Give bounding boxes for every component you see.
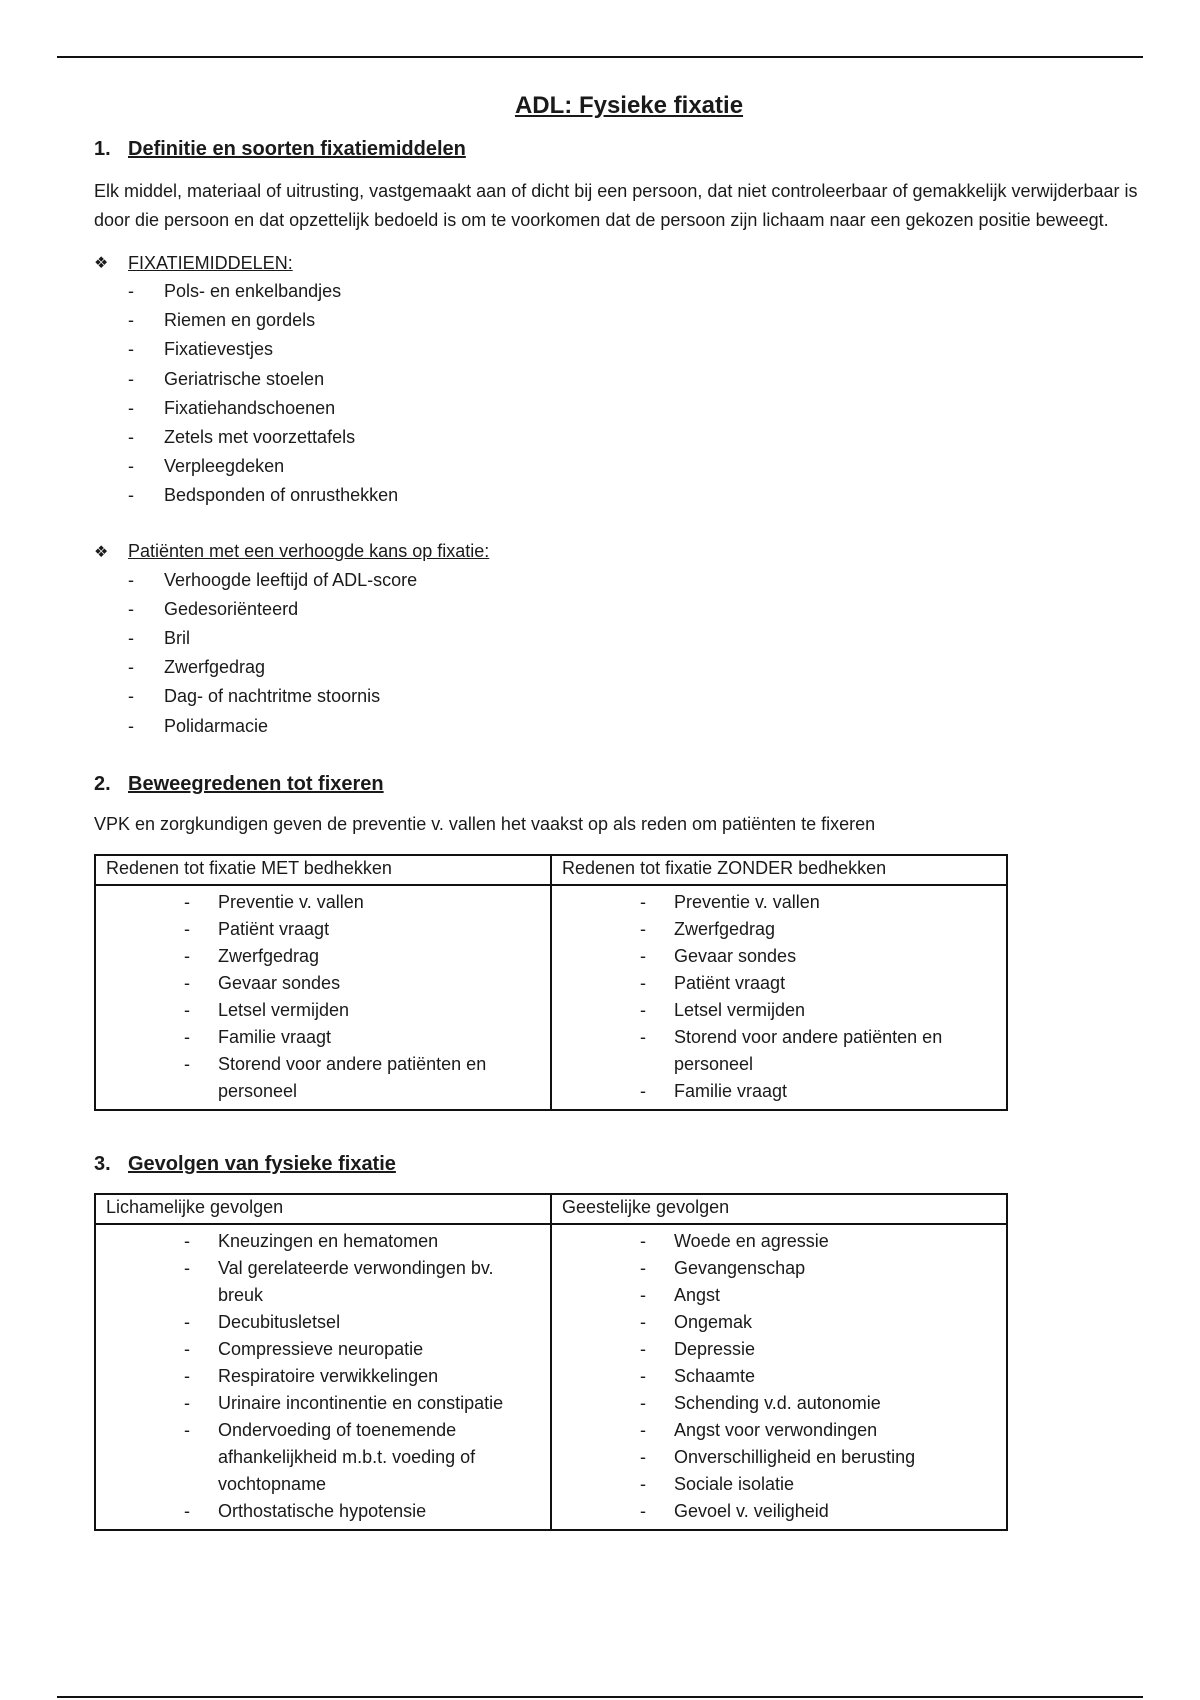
dash-bullet-icon: - [184, 1230, 190, 1251]
dash-bullet-icon: - [184, 1311, 190, 1332]
dash-bullet-icon: - [640, 972, 646, 993]
table-header-row [95, 1194, 1007, 1224]
table-cell [551, 1224, 1007, 1530]
list-item: - Letsel vermijden [96, 997, 550, 1024]
list-item: - Gevangenschap [552, 1255, 1006, 1282]
list-item: - Familie vraagt [96, 1024, 550, 1051]
dash-bullet-icon: - [128, 569, 134, 590]
section-title: Definitie en soorten fixatiemiddelen [128, 138, 466, 160]
section-2-heading [94, 773, 1144, 796]
list-item: - Preventie v. vallen [552, 889, 1006, 916]
section-number: 3. [94, 1152, 111, 1175]
list-item: - Angst [552, 1282, 1006, 1309]
dash-bullet-icon: - [184, 1419, 190, 1440]
diamond-bullet-icon: ❖ [94, 255, 109, 272]
fixation-means-list [94, 277, 1144, 511]
dash-bullet-icon: - [184, 891, 190, 912]
list-item: - Fixatiehandschoenen [128, 394, 1144, 423]
dash-bullet-icon: - [640, 1338, 646, 1359]
list-item: - Zwerfgedrag [128, 653, 1144, 682]
dash-bullet-icon: - [640, 1365, 646, 1386]
dash-bullet-icon: - [640, 1419, 646, 1440]
list-item: - Storend voor andere patiënten en personeel [96, 1051, 550, 1105]
list-item: - Geriatrische stoelen [128, 365, 1144, 394]
dash-bullet-icon: - [128, 598, 134, 619]
section-title: Beweegredenen tot fixeren [128, 772, 384, 795]
dash-bullet-icon: - [640, 1284, 646, 1305]
section-number: 2. [94, 772, 111, 795]
risk-patients-list [94, 566, 1144, 741]
section-1-heading [94, 138, 1144, 161]
dash-bullet-icon: - [640, 1257, 646, 1278]
list-item: - Val gerelateerde verwondingen bv. breuk [96, 1255, 550, 1309]
risk-patients-heading [94, 538, 1144, 566]
dash-bullet-icon: - [184, 1026, 190, 1047]
list-item: - Depressie [552, 1336, 1006, 1363]
dash-bullet-icon: - [184, 972, 190, 993]
list-item: - Gevaar sondes [552, 943, 1006, 970]
dash-bullet-icon: - [640, 1446, 646, 1467]
list-item: - Pols- en enkelbandjes [128, 277, 1144, 306]
reasons-table [94, 854, 1008, 1111]
diamond-bullet-icon: ❖ [94, 543, 109, 561]
fixation-means-heading [94, 249, 1144, 277]
dash-bullet-icon: - [640, 1500, 646, 1521]
table-header-cell: Geestelijke gevolgen [551, 1194, 1007, 1224]
list-item: - Letsel vermijden [552, 997, 1006, 1024]
dash-bullet-icon: - [128, 456, 134, 477]
list-item: - Patiënt vraagt [552, 970, 1006, 997]
list-item: - Onverschilligheid en berusting [552, 1444, 1006, 1471]
table-cell [95, 885, 551, 1110]
table-header-row [95, 855, 1007, 885]
list-item: - Ongemak [552, 1309, 1006, 1336]
definition-paragraph: Elk middel, materiaal of uitrusting, vastgemaakt aan of dicht bij een persoon, dat niet controleerbaar of gemakkelijk verwijderbaar is door die persoon en dat opzettelijk bedoeld is om te voorkomen dat de persoon zijn lichaam naar een gekozen positie beweegt. [94, 181, 1138, 230]
dash-bullet-icon: - [128, 397, 134, 418]
dash-bullet-icon: - [128, 628, 134, 649]
list-item: - Patiënt vraagt [96, 916, 550, 943]
dash-bullet-icon: - [128, 686, 134, 707]
list-item: - Orthostatische hypotensie [96, 1498, 550, 1525]
list-item: - Preventie v. vallen [96, 889, 550, 916]
document-page [94, 84, 1144, 1531]
list-item: - Storend voor andere patiënten en personeel [552, 1024, 1006, 1078]
list-item: - Zwerfgedrag [552, 916, 1006, 943]
table-header-cell: Redenen tot fixatie MET bedhekken [95, 855, 551, 885]
list-item: - Kneuzingen en hematomen [96, 1228, 550, 1255]
dash-bullet-icon: - [128, 368, 134, 389]
dash-bullet-icon: - [128, 657, 134, 678]
dash-bullet-icon: - [640, 945, 646, 966]
dash-bullet-icon: - [128, 427, 134, 448]
dash-bullet-icon: - [184, 1257, 190, 1278]
list-item: - Bedsponden of onrusthekken [128, 481, 1144, 510]
table-header-cell: Redenen tot fixatie ZONDER bedhekken [551, 855, 1007, 885]
list-item: - Verhoogde leeftijd of ADL-score [128, 566, 1144, 595]
list-item: - Urinaire incontinentie en constipatie [96, 1390, 550, 1417]
consequences-table [94, 1193, 1008, 1531]
list-item: - Angst voor verwondingen [552, 1417, 1006, 1444]
dash-bullet-icon: - [184, 1338, 190, 1359]
list-item: - Dag- of nachtritme stoornis [128, 682, 1144, 711]
header-rule [57, 56, 1143, 58]
table-row [95, 885, 1007, 1110]
dash-bullet-icon: - [640, 1026, 646, 1047]
dash-bullet-icon: - [640, 1230, 646, 1251]
list-item: - Schending v.d. autonomie [552, 1390, 1006, 1417]
dash-bullet-icon: - [640, 999, 646, 1020]
list-item: - Decubitusletsel [96, 1309, 550, 1336]
list-item: - Gevoel v. veiligheid [552, 1498, 1006, 1525]
dash-bullet-icon: - [184, 918, 190, 939]
list-item: - Compressieve neuropatie [96, 1336, 550, 1363]
dash-bullet-icon: - [640, 918, 646, 939]
dash-bullet-icon: - [184, 1392, 190, 1413]
dash-bullet-icon: - [128, 281, 134, 301]
document-title: ADL: Fysieke fixatie [514, 92, 744, 119]
dash-bullet-icon: - [184, 1053, 190, 1074]
list-item: - Zetels met voorzettafels [128, 423, 1144, 452]
dash-bullet-icon: - [128, 485, 134, 506]
dash-bullet-icon: - [184, 1500, 190, 1521]
list-item: - Respiratoire verwikkelingen [96, 1363, 550, 1390]
section-3-heading [94, 1153, 1144, 1176]
list-item: - Familie vraagt [552, 1078, 1006, 1105]
dash-bullet-icon: - [640, 1311, 646, 1332]
dash-bullet-icon: - [184, 999, 190, 1020]
list-item: - Verpleegdeken [128, 452, 1144, 481]
list-item: - Woede en agressie [552, 1228, 1006, 1255]
list-item: - Zwerfgedrag [96, 943, 550, 970]
section-number: 1. [94, 138, 111, 160]
dash-bullet-icon: - [128, 339, 134, 360]
list-item: - Ondervoeding of toenemende afhankelijkheid m.b.t. voeding of vochtopname [96, 1417, 550, 1498]
list-item: - Polidarmacie [128, 712, 1144, 741]
list-item: - Schaamte [552, 1363, 1006, 1390]
table-row [95, 1224, 1007, 1530]
list-label: FIXATIEMIDDELEN: [128, 252, 293, 273]
list-item: - Gevaar sondes [96, 970, 550, 997]
dash-bullet-icon: - [640, 1473, 646, 1494]
list-item: - Fixatievestjes [128, 335, 1144, 364]
list-item: - Sociale isolatie [552, 1471, 1006, 1498]
table-header-cell: Lichamelijke gevolgen [95, 1194, 551, 1224]
dash-bullet-icon: - [128, 715, 134, 736]
list-item: - Gedesoriënteerd [128, 595, 1144, 624]
list-label: Patiënten met een verhoogde kans op fixatie: [128, 541, 490, 562]
dash-bullet-icon: - [128, 310, 134, 331]
dash-bullet-icon: - [640, 891, 646, 912]
dash-bullet-icon: - [640, 1080, 646, 1101]
dash-bullet-icon: - [640, 1392, 646, 1413]
list-item: - Riemen en gordels [128, 306, 1144, 335]
footer-rule [57, 1696, 1143, 1698]
table-cell [95, 1224, 551, 1530]
table-cell [551, 885, 1007, 1110]
dash-bullet-icon: - [184, 1365, 190, 1386]
reasons-paragraph: VPK en zorgkundigen geven de preventie v. vallen het vaakst op als reden om patiënten te fixeren [94, 813, 876, 834]
dash-bullet-icon: - [184, 945, 190, 966]
list-item: - Bril [128, 624, 1144, 653]
section-title: Gevolgen van fysieke fixatie [128, 1152, 396, 1175]
